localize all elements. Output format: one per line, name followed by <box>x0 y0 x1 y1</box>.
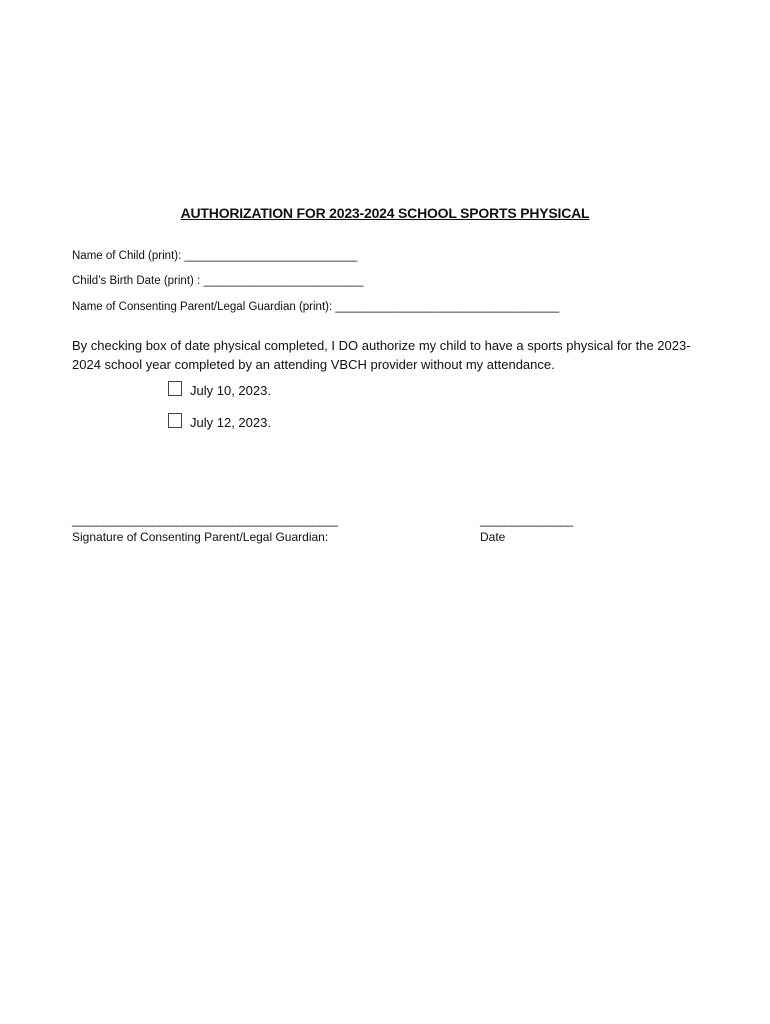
date-line[interactable]: _______________ <box>480 513 573 527</box>
date-label: Date <box>480 530 506 544</box>
checkbox-july-12[interactable] <box>168 413 182 428</box>
document-title: AUTHORIZATION FOR 2023-2024 SCHOOL SPORTS PHYSICAL <box>180 205 590 221</box>
signature-label: Signature of Consenting Parent/Legal Guardian: <box>72 530 329 544</box>
guardian-name-field[interactable]: Name of Consenting Parent/Legal Guardian (print): ___________________________________ <box>72 301 560 313</box>
date-option-label: July 12, 2023. <box>190 415 271 430</box>
date-option-july-10[interactable] <box>168 383 271 398</box>
signature-line[interactable]: ___________________________________________ <box>72 513 338 527</box>
birth-date-field[interactable]: Child’s Birth Date (print) : _________________________ <box>72 275 364 287</box>
date-option-july-12[interactable] <box>168 415 271 430</box>
consent-statement: By checking box of date physical completed, I DO authorize my child to have a sports physical for the 2023-2024 school year completed by an attending VBCH provider without my attendance. <box>72 338 691 372</box>
checkbox-july-10[interactable] <box>168 381 182 396</box>
date-option-label: July 10, 2023. <box>190 383 271 398</box>
child-name-field[interactable]: Name of Child (print): ___________________________ <box>72 250 358 262</box>
